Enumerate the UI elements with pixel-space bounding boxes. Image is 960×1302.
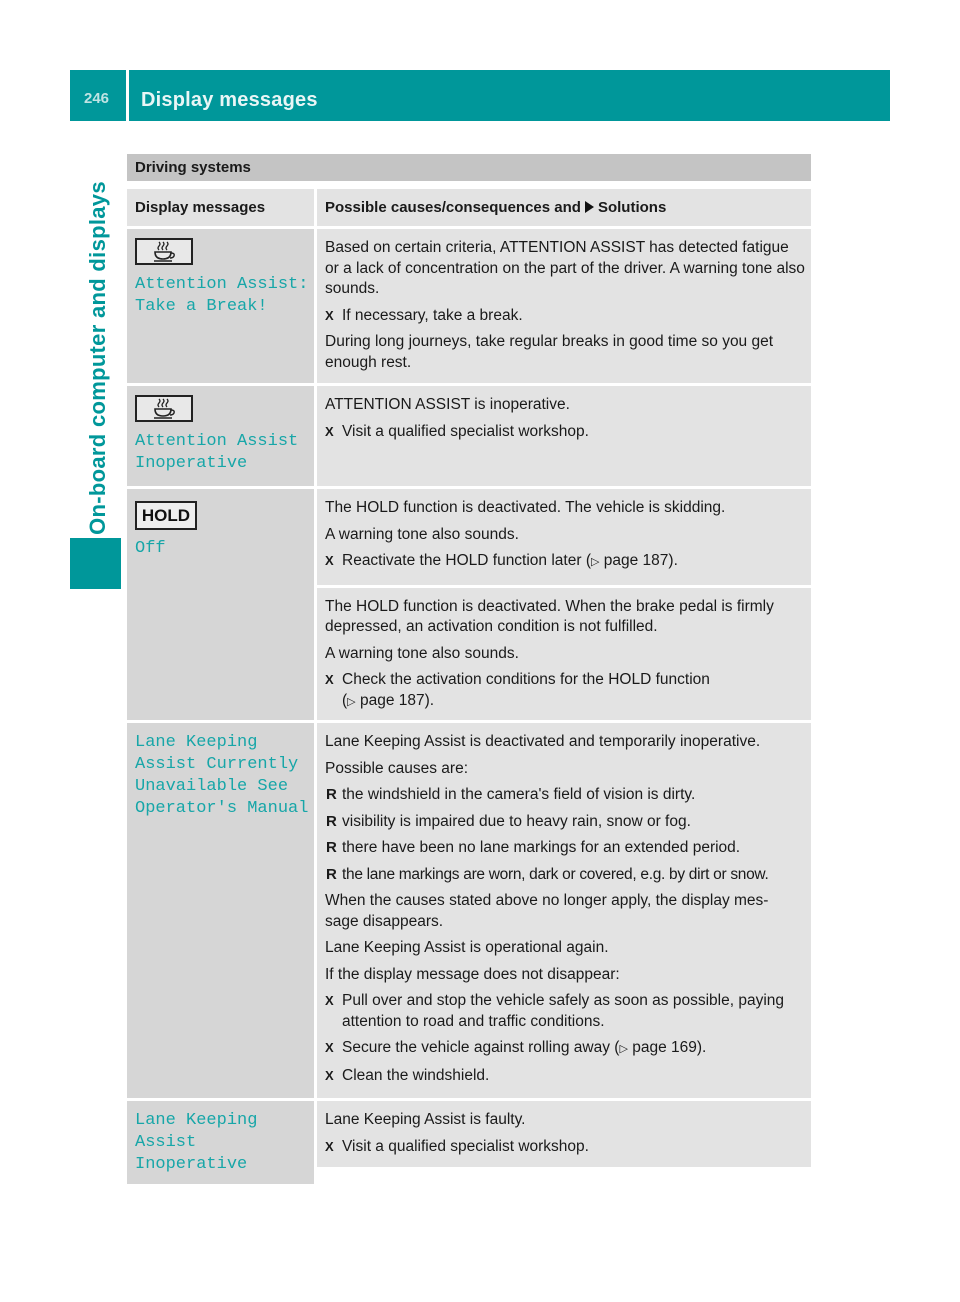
step-text: Visit a qualified specialist workshop.	[342, 422, 589, 440]
solution-step	[325, 1066, 805, 1087]
message-cell	[127, 229, 314, 383]
step-marker: X	[325, 553, 334, 568]
cause-bullet	[325, 865, 805, 886]
bullet-text: there have been no lane markings for an extended period.	[342, 839, 741, 856]
step-marker: X	[325, 993, 334, 1008]
info-text: Lane Keeping Assist is operational again.	[325, 939, 609, 956]
header-divider	[126, 70, 129, 121]
cause-text: Lane Keeping Assist is deactivated and temporarily inoperative.	[325, 733, 761, 750]
step-marker: X	[325, 423, 334, 439]
display-message-line: Off	[135, 539, 166, 558]
step-text: Clean the windshield.	[342, 1066, 490, 1084]
solution-step	[325, 1137, 805, 1158]
cause-text: Lane Keeping Assist is faulty.	[325, 1111, 526, 1128]
display-message-line: Attention Assist	[135, 432, 299, 451]
section-title: Driving systems	[127, 154, 811, 181]
page-ref-icon: ▷	[590, 556, 600, 568]
solution-block	[317, 229, 811, 383]
cause-text: The HOLD function is deactivated. The vehicle is skidding.	[325, 499, 726, 516]
solution-block	[317, 723, 811, 1098]
col-header-causes-text: Possible causes/consequences and	[325, 199, 581, 216]
solution-step	[325, 991, 805, 1032]
info-text: If the display message does not disappear:	[325, 965, 620, 983]
bullet-marker: R	[326, 839, 337, 856]
info-text: A warning tone also sounds.	[325, 644, 519, 662]
col-header-solutions-text: Solutions	[597, 199, 667, 216]
bullet-marker: R	[326, 812, 337, 830]
step-marker: X	[325, 672, 334, 687]
table-header	[127, 189, 811, 226]
info-text: During long journeys, take regular breaks in good time so you get enough rest.	[325, 333, 774, 371]
col-header-display-messages: Display messages	[135, 199, 266, 216]
step-marker: X	[325, 1067, 334, 1083]
solution-step	[325, 551, 805, 573]
step-text: Secure the vehicle against rolling away (	[342, 1039, 620, 1056]
table-row	[127, 723, 811, 1098]
cause-bullet	[325, 812, 805, 833]
message-cell	[127, 489, 314, 720]
solution-step	[325, 422, 805, 443]
message-cell	[127, 1101, 314, 1184]
solution-cell	[314, 723, 811, 1098]
page-title: Display messages	[141, 89, 318, 111]
solution-arrow-icon	[585, 201, 594, 213]
display-message-line: Attention Assist:	[135, 275, 309, 294]
cause-bullet	[325, 838, 805, 859]
page-reference-link[interactable]: page 187).	[359, 691, 435, 709]
info-text: When the causes stated above no longer apply, the display mes- sage disappears.	[325, 892, 769, 930]
bullet-marker: R	[326, 786, 337, 803]
display-message-line: Assist Inoperative	[135, 1133, 248, 1174]
cause-text: Based on certain criteria, ATTENTION ASSIST has detected fatigue or a lack of concentration on the part of the driver. A warning tone also sounds.	[325, 239, 805, 297]
cause-text: The HOLD function is deactivated. When the brake pedal is firmly depressed, an activation condition is not fulfilled.	[325, 597, 774, 635]
step-marker: X	[325, 1040, 334, 1055]
step-text: Reactivate the HOLD function later (	[342, 552, 591, 569]
solution-step	[325, 1038, 805, 1060]
table-row	[127, 489, 811, 720]
page-number: 246	[84, 90, 110, 107]
chapter-tab-label: On-board computer and displays	[85, 181, 110, 535]
step-text: Pull over and stop the vehicle safely as soon as possible, paying attention to road and traffic conditions.	[342, 992, 785, 1030]
solution-block	[317, 1101, 811, 1167]
solution-step: X Check the activation conditions for the HOLD function (▷ page 187).	[325, 671, 710, 709]
step-marker: X	[325, 1138, 334, 1154]
page-header	[70, 70, 890, 121]
solution-block	[317, 489, 811, 585]
display-message-line: Lane Keeping	[135, 1111, 258, 1130]
display-message-line: Lane Keeping	[135, 733, 258, 752]
cause-bullet	[325, 785, 805, 806]
display-message-line: Take a Break!	[135, 297, 268, 316]
solution-cell	[314, 489, 811, 720]
page-reference-link[interactable]: page 187).	[603, 552, 678, 569]
bullet-marker: R	[326, 865, 337, 883]
coffee-cup-icon	[135, 238, 193, 265]
solution-step	[325, 306, 805, 327]
solution-cell	[314, 386, 811, 486]
bullet-text: the lane markings are worn, dark or covered, e.g. by dirt or snow.	[342, 865, 769, 883]
col-header-causes	[314, 189, 811, 226]
solution-block	[317, 386, 811, 486]
display-message-line: Unavailable See	[135, 777, 289, 796]
solution-cell	[314, 229, 811, 383]
bullet-text: visibility is impaired due to heavy rain, snow or fog.	[342, 812, 691, 830]
coffee-cup-icon	[135, 395, 193, 422]
step-text: Visit a qualified specialist workshop.	[342, 1137, 589, 1155]
page-ref-icon: ▷	[619, 1043, 628, 1055]
display-message-line: Operator's Manual	[135, 799, 309, 818]
display-message-line: Inoperative	[135, 454, 248, 473]
solution-block	[317, 588, 811, 721]
step-text: If necessary, take a break.	[342, 306, 523, 324]
message-cell	[127, 723, 314, 1098]
info-text: A warning tone also sounds.	[325, 525, 519, 543]
step-text: Check the activation conditions for the HOLD function	[342, 671, 710, 688]
display-messages-table	[127, 154, 811, 1187]
page-ref-icon: ▷	[347, 695, 356, 708]
step-marker: X	[325, 307, 334, 323]
table-row	[127, 229, 811, 383]
hold-icon: HOLD	[135, 501, 197, 530]
page-reference-link[interactable]: page 169).	[632, 1039, 707, 1056]
info-text: Possible causes are:	[325, 759, 469, 777]
cause-text: ATTENTION ASSIST is inoperative.	[325, 396, 570, 413]
display-message-line: Assist Currently	[135, 755, 299, 774]
chapter-tab-marker	[70, 538, 121, 589]
message-cell	[127, 386, 314, 486]
bullet-text: the windshield in the camera's field of vision is dirty.	[342, 786, 696, 803]
table-row	[127, 386, 811, 486]
table-row	[127, 1101, 811, 1184]
solution-cell	[314, 1101, 811, 1184]
